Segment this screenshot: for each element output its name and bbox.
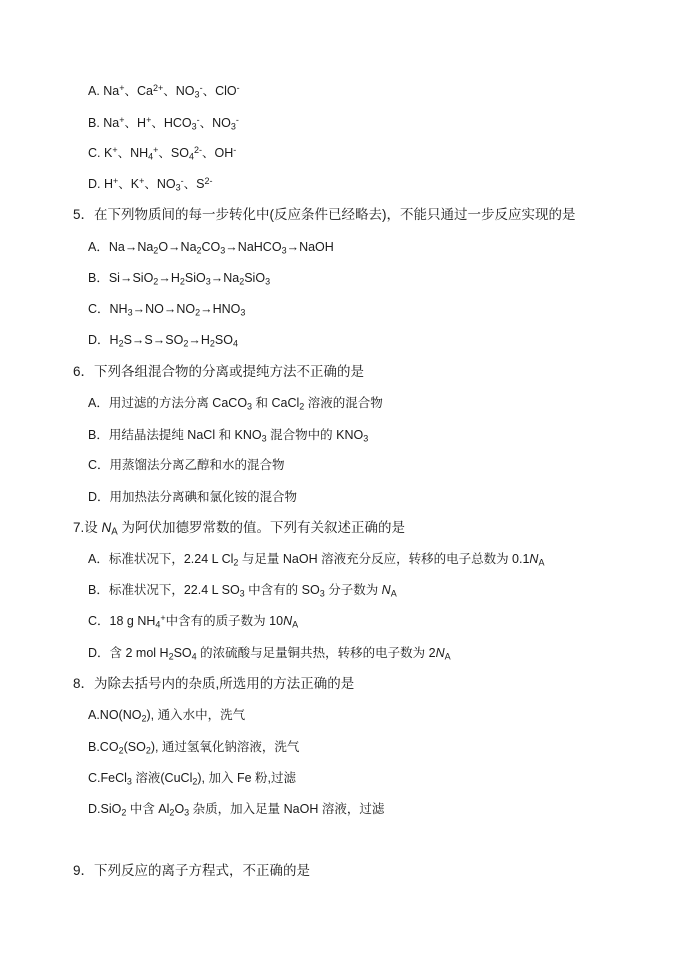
text-run: 7.设 (73, 520, 102, 535)
text-run: →H (158, 271, 180, 285)
text-run: 中含有的 SO (244, 583, 320, 597)
text-run: 3 (127, 307, 133, 318)
answer-option (88, 174, 213, 194)
answer-option (88, 237, 334, 257)
text-run: 溶液(CuCl (131, 771, 193, 785)
answer-option (88, 705, 245, 725)
text-run: C．18 g NH (88, 614, 156, 628)
answer-option (88, 143, 236, 163)
text-run: →NaHCO (225, 240, 282, 254)
text-run: + (139, 175, 145, 186)
text-run: →Na (210, 271, 240, 285)
answer-option (88, 81, 240, 101)
text-run: SiO (244, 271, 266, 285)
text-run: - (236, 82, 240, 93)
text-run: 、H (124, 116, 147, 130)
text-run: 、HCO (151, 116, 192, 130)
text-run: + (119, 114, 125, 125)
text-run: 4 (191, 651, 197, 662)
text-run: →NO→NO (132, 302, 196, 316)
text-run: D．用加热法分离碘和氯化铵的混合物 (88, 490, 298, 504)
text-run: 3 (230, 121, 236, 132)
text-run: A (538, 557, 545, 568)
text-run: - (199, 82, 203, 93)
text-run: O→Na (158, 240, 197, 254)
text-run: S→S→SO (123, 333, 184, 347)
text-run: 2 (169, 807, 175, 818)
text-run: + (160, 612, 166, 623)
text-run: 4 (155, 619, 161, 630)
text-run: N (283, 614, 293, 628)
text-run: SiO (184, 271, 206, 285)
text-run: B．标准状况下，22.4 L SO (88, 583, 240, 597)
text-run: + (153, 144, 159, 155)
text-run: 2 (179, 276, 185, 287)
text-run: 和 CaCl (252, 396, 300, 410)
text-run: 2 (299, 401, 305, 412)
text-run: 2 (168, 651, 174, 662)
text-run: 、K (118, 177, 140, 191)
text-run: + (113, 175, 119, 186)
text-run: A．用过滤的方法分离 CaCO (88, 396, 248, 410)
text-run: C. K (88, 146, 113, 160)
text-run: 2+ (153, 82, 164, 93)
text-run: 为阿伏加德罗常数的值。下列有关叙述正确的是 (117, 520, 406, 535)
text-run: N (435, 646, 445, 660)
answer-option (88, 455, 285, 475)
text-run: 中含有的质子数为 10 (165, 614, 284, 628)
text-run: C．NH (88, 302, 128, 316)
text-run: C．用蒸馏法分离乙醇和水的混合物 (88, 458, 285, 472)
text-run: 4 (148, 151, 154, 162)
text-run: 4 (232, 338, 238, 349)
answer-option (88, 113, 239, 133)
text-run: SO (214, 333, 233, 347)
text-run: A (390, 588, 397, 599)
text-run: 2 (192, 776, 198, 787)
text-run: 2 (118, 338, 124, 349)
text-run: 、NO (144, 177, 176, 191)
question-stem (73, 518, 405, 538)
answer-option (88, 487, 297, 507)
text-run: (SO (123, 740, 146, 754)
text-run: 与足量 NaOH 溶液充分反应，转移的电子总数为 0.1 (238, 552, 530, 566)
text-run: 3 (319, 588, 325, 599)
text-run: + (119, 82, 125, 93)
text-run: 3 (191, 121, 197, 132)
text-run: A (111, 526, 118, 538)
answer-option (88, 425, 368, 445)
answer-option (88, 643, 451, 663)
text-run: 中含 Al (126, 802, 170, 816)
text-run: N (381, 583, 391, 597)
text-run: 、OH (202, 146, 234, 160)
question-stem (73, 205, 576, 225)
answer-option (88, 268, 270, 288)
answer-option (88, 737, 299, 757)
text-run: 3 (261, 433, 267, 444)
text-run: CO (201, 240, 221, 254)
text-run: 2 (153, 245, 159, 256)
text-run: D．含 2 mol H (88, 646, 169, 660)
text-run: 杂质，加入足量 NaOH 溶液，过滤 (189, 802, 385, 816)
text-run: 、SO (158, 146, 189, 160)
text-run: D. H (88, 177, 113, 191)
text-run: 的浓硫酸与足量铜共热，转移的电子数为 2 (196, 646, 436, 660)
text-run: C.FeCl (88, 771, 127, 785)
question-stem (73, 674, 354, 694)
text-run: 、S (183, 177, 205, 191)
text-run: →HNO (200, 302, 241, 316)
text-run: 3 (126, 776, 132, 787)
text-run: 2 (141, 713, 147, 724)
text-run: - (196, 114, 200, 125)
text-run: 混合物中的 KNO (266, 428, 364, 442)
text-run: B．用结晶法提纯 NaCl 和 KNO (88, 428, 262, 442)
text-run: - (235, 114, 239, 125)
text-run: A．Na→Na (88, 240, 154, 254)
text-run: 溶液的混合物 (304, 396, 383, 410)
text-run: 9．下列反应的离子方程式，不正确的是 (73, 863, 311, 878)
text-run: ), 加入 Fe 粉,过滤 (197, 771, 296, 785)
text-run: 3 (281, 245, 287, 256)
answer-option (88, 393, 383, 413)
text-run: 3 (239, 588, 245, 599)
text-run: A (292, 619, 299, 630)
text-run: N (529, 552, 539, 566)
text-run: 3 (220, 245, 226, 256)
text-run: 6．下列各组混合物的分离或提纯方法不正确的是 (73, 364, 365, 379)
question-stem (73, 861, 310, 881)
text-run: O (174, 802, 185, 816)
text-run: 2 (183, 338, 189, 349)
text-run: 、ClO (202, 84, 237, 98)
text-run: 2 (196, 245, 202, 256)
text-run: A.NO(NO (88, 708, 142, 722)
text-run: 2 (153, 276, 159, 287)
text-run: 3 (265, 276, 271, 287)
text-run: A．标准状况下，2.24 L Cl (88, 552, 234, 566)
text-run: A (444, 651, 451, 662)
text-run: 5．在下列物质间的每一步转化中(反应条件已经略去)，不能只通过一步反应实现的是 (73, 207, 576, 222)
answer-option (88, 330, 238, 350)
text-run: + (112, 144, 118, 155)
text-run: 2- (204, 175, 213, 186)
question-stem (73, 362, 364, 382)
text-run: 3 (194, 89, 200, 100)
text-run: 3 (184, 807, 190, 818)
text-run: 2 (195, 307, 201, 318)
answer-option (88, 799, 384, 819)
text-run: ), 通过氢氧化钠溶液，洗气 (150, 740, 300, 754)
text-run: B.CO (88, 740, 119, 754)
text-run: B. Na (88, 116, 120, 130)
text-run: 2 (118, 745, 124, 756)
text-run: 3 (205, 276, 211, 287)
answer-option (88, 549, 544, 569)
text-run: 2- (194, 144, 203, 155)
text-run: →NaOH (286, 240, 334, 254)
text-run: →H (188, 333, 210, 347)
text-run: 2 (145, 745, 151, 756)
text-run: A. Na (88, 84, 120, 98)
text-run: 分子数为 (324, 583, 382, 597)
text-run: 8．为除去括号内的杂质,所选用的方法正确的是 (73, 676, 355, 691)
text-run: 、NO (199, 116, 231, 130)
text-run: N (101, 520, 112, 535)
text-run: 、Ca (124, 84, 154, 98)
text-run: 3 (247, 401, 253, 412)
answer-option (88, 611, 298, 631)
text-run: 4 (188, 151, 194, 162)
text-run: - (180, 175, 184, 186)
text-run: 3 (175, 182, 181, 193)
text-run: + (146, 114, 152, 125)
text-run: 、NO (163, 84, 195, 98)
text-run: 2 (121, 807, 127, 818)
text-run: - (233, 144, 237, 155)
text-run: B．Si→SiO (88, 271, 154, 285)
text-run: ), 通入水中，洗气 (146, 708, 246, 722)
text-run: SO (173, 646, 192, 660)
answer-option (88, 299, 245, 319)
text-run: D．H (88, 333, 119, 347)
text-run: D.SiO (88, 802, 122, 816)
answer-option (88, 580, 397, 600)
text-run: 、NH (117, 146, 149, 160)
text-run: 3 (240, 307, 246, 318)
text-run: 2 (239, 276, 245, 287)
text-run: 2 (209, 338, 215, 349)
text-run: 2 (233, 557, 239, 568)
answer-option (88, 768, 296, 788)
text-run: 3 (363, 433, 369, 444)
